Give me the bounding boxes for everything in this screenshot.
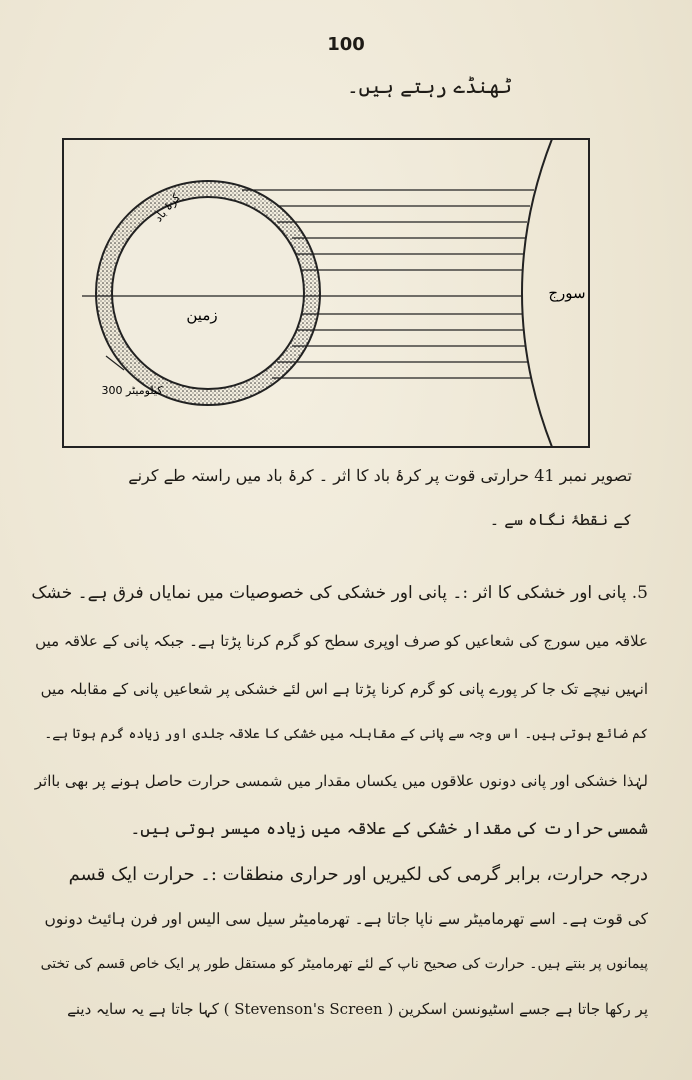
figure-caption-line2: کے نقطۂ نگاہ سے ۔ (489, 510, 632, 529)
earth (112, 197, 304, 389)
text-line-4: کم ضائع ہوتی ہیں۔ اس وجہ سے پانی کے مقابلہ میں خشکی کا علاقہ جلدی اور زیادہ گرم ہوتا ہے۔ (44, 726, 648, 742)
text-line-7: درجہ حرارت، برابر گرمی کی لکیریں اور حراری منطقات :۔ حرارت ایک قسم (68, 864, 648, 885)
height-label: 300 کیلومیٹر (101, 384, 163, 397)
text-line-10: پر رکھا جاتا ہے جسے اسٹیونسن اسکرین ( Stevenson's Screen ) کہا جاتا ہے یہ سایہ دینے (67, 1000, 648, 1018)
atmosphere-label: کرۂ باد (151, 191, 183, 225)
text-line-1: 5. پانی اور خشکی کا اثر :۔ پانی اور خشکی کی خصوصیات میں نمایاں فرق ہے۔ خشک (31, 583, 648, 603)
text-line-9: پیمانوں پر بنتے ہیں۔ حرارت کی صحیح ناپ کے لئے تھرمامیٹر کو مستقل طور پر ایک خاص قسم کی تختی (40, 956, 648, 972)
figure-caption-line1: تصویر نمبر 41 حرارتی قوت پر کرۂ باد کا اثر ۔ کرۂ باد میں راستہ طے کرنے (128, 466, 632, 485)
sun-label: سورج (548, 284, 586, 302)
page-number: 100 (327, 34, 365, 55)
text-line-6: شمسی حرارت کی مقدار خشکی کے علاقہ میں زیادہ میسر ہوتی ہیں۔ (130, 819, 648, 839)
top-line: ٹھنڈے رہتے ہیں۔ (346, 74, 512, 98)
earth-label: زمین (186, 306, 218, 324)
text-line-5: لہٰذا خشکی اور پانی دونوں علاقوں میں یکساں مقدار میں شمسی حرارت حاصل ہونے پر بھی بااثر (34, 772, 648, 790)
text-line-2: علاقہ میں سورج کی شعاعیں کو صرف اوپری سطح کو گرم کرنا پڑتا ہے۔ جبکہ پانی کے علاقہ میں (35, 632, 648, 650)
text-line-3: انہیں نیچے تک جا کر پورے پانی کو گرم کرنا پڑتا ہے اس لئے خشکی پر شعاعیں پانی کے مقابلہ میں (40, 680, 648, 698)
text-line-8: کی قوت ہے۔ اسے تھرمامیٹر سے ناپا جاتا ہے۔ تھرمامیٹر سیل سی الیس اور فرن ہائیٹ دونوں (44, 910, 648, 928)
atmosphere-figure (62, 138, 590, 448)
